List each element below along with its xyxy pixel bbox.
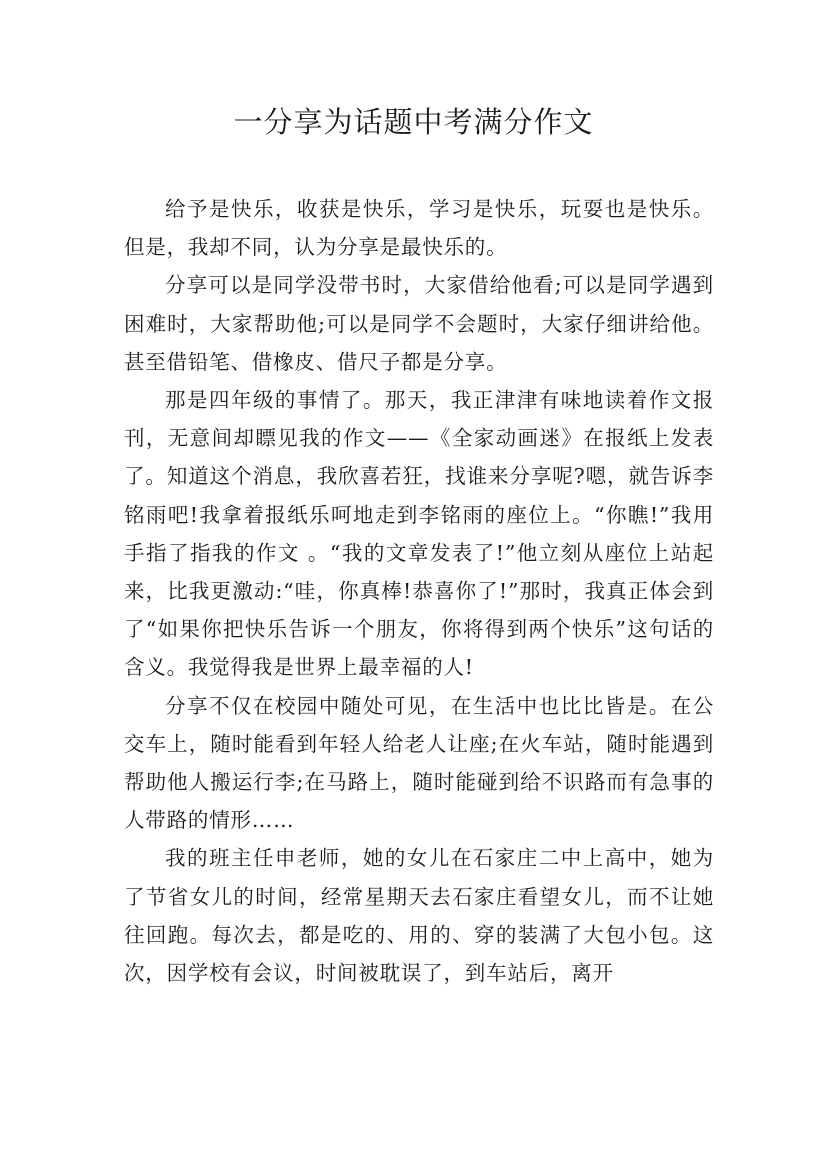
document-body <box>124 190 714 992</box>
paragraph-3: 那是四年级的事情了。那天，我正津津有味地读着作文报刊，无意间却瞟见我的作文——《全家动画迷》在报纸上发表了。知道这个消息，我欣喜若狂，找谁来分享呢?嗯，就告诉李铭雨吧!我拿着报纸乐呵地走到李铭雨的座位上。“你瞧!”我用手指了指我的作文 。“我的文章发表了!”他立刻从座位上站起来，比我更激动:“哇，你真棒!恭喜你了!”那时，我真正体会到了“如果你把快乐告诉一个朋友，你将得到两个快乐”这句话的含义。我觉得我是世界上最幸福的人! <box>124 388 714 680</box>
paragraph-1: 给予是快乐，收获是快乐，学习是快乐，玩耍也是快乐。但是，我却不同，认为分享是最快乐的。 <box>124 197 714 260</box>
paragraph-5: 我的班主任申老师，她的女儿在石家庄二中上高中，她为了节省女儿的时间，经常星期天去石家庄看望女儿，而不让她往回跑。每次去，都是吃的、用的、穿的装满了大包小包。这次，因学校有会议，时间被耽误了，到车站后，离开 <box>124 846 714 986</box>
paragraph-4: 分享不仅在校园中随处可见，在生活中也比比皆是。在公交车上，随时能看到年轻人给老人让座;在火车站，随时能遇到帮助他人搬运行李;在马路上，随时能碰到给不识路而有急事的人带路的情形…… <box>124 693 714 833</box>
document-title: 一分享为话题中考满分作文 <box>233 105 594 139</box>
paragraph-2: 分享可以是同学没带书时，大家借给他看;可以是同学遇到困难时，大家帮助他;可以是同学不会题时，大家仔细讲给他。甚至借铅笔、借橡皮、借尺子都是分享。 <box>124 273 714 374</box>
